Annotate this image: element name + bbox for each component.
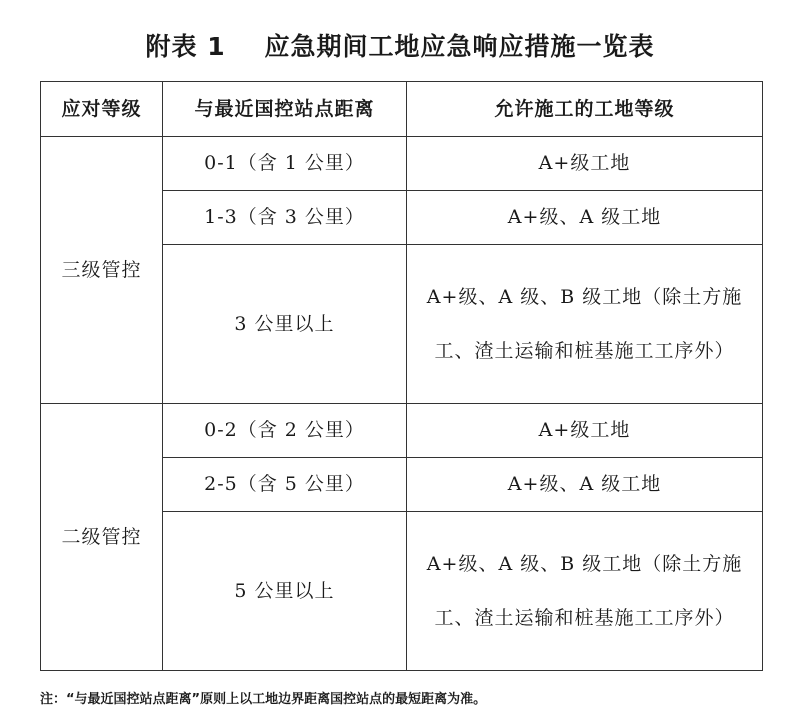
- header-allowed: 允许施工的工地等级: [407, 82, 763, 137]
- table-row: [41, 137, 763, 191]
- distance-cell: 0-2（含 2 公里）: [163, 404, 407, 458]
- allowed-cell: A+级、A 级工地: [407, 191, 763, 245]
- allowed-cell: A+级工地: [407, 404, 763, 458]
- allowed-cell: A+级、A 级、B 级工地（除土方施工、渣土运输和桩基施工工序外）: [407, 245, 763, 404]
- distance-cell: 3 公里以上: [163, 245, 407, 404]
- distance-cell: 0-1（含 1 公里）: [163, 137, 407, 191]
- distance-cell: 1-3（含 3 公里）: [163, 191, 407, 245]
- header-distance: 与最近国控站点距离: [163, 82, 407, 137]
- header-level: 应对等级: [41, 82, 163, 137]
- allowed-cell: A+级、A 级工地: [407, 458, 763, 512]
- response-measures-table: [40, 81, 763, 671]
- page-title: 附表 1 应急期间工地应急响应措施一览表: [145, 32, 655, 61]
- distance-cell: 5 公里以上: [163, 512, 407, 671]
- footnote: 注：“与最近国控站点距离”原则上以工地边界距离国控站点的最短距离为准。: [40, 692, 487, 707]
- table-row: [41, 404, 763, 458]
- allowed-cell: A+级、A 级、B 级工地（除土方施工、渣土运输和桩基施工工序外）: [407, 512, 763, 671]
- level-cell-group-1: 三级管控: [41, 137, 163, 404]
- level-cell-group-2: 二级管控: [41, 404, 163, 671]
- distance-cell: 2-5（含 5 公里）: [163, 458, 407, 512]
- allowed-cell: A+级工地: [407, 137, 763, 191]
- table-header-row: [41, 82, 763, 137]
